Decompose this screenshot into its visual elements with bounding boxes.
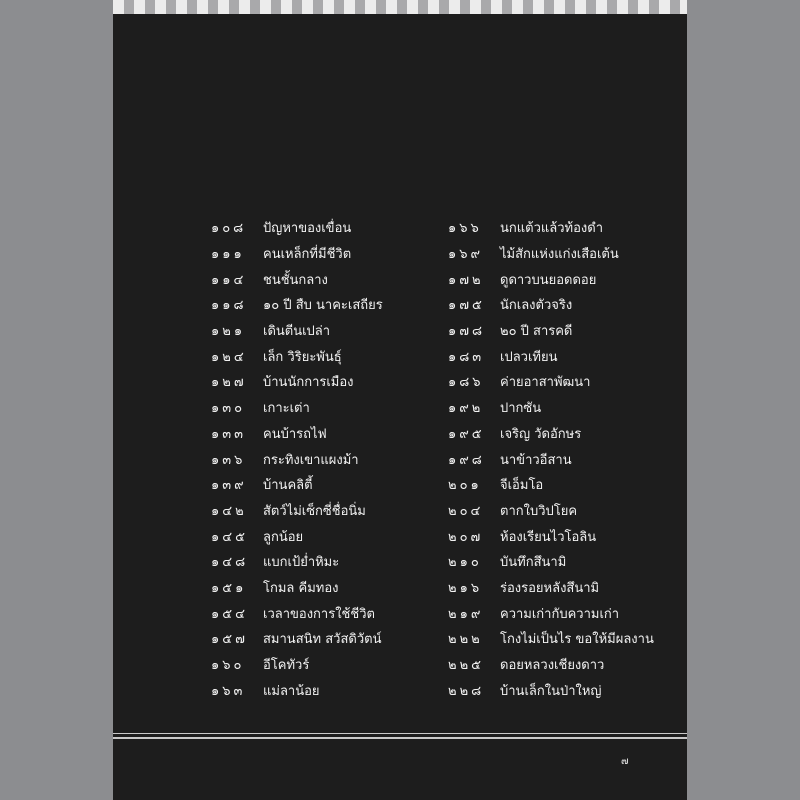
toc-entry <box>448 626 654 652</box>
toc-entry <box>448 421 654 447</box>
toc-entry <box>211 421 383 447</box>
page-number: ๗ <box>621 756 629 767</box>
toc-page-number: ๑๗๒ <box>448 272 484 288</box>
toc-title: เปลวเทียน <box>500 349 558 365</box>
toc-entry <box>448 600 654 626</box>
toc-entry <box>211 343 383 369</box>
toc-page-number: ๑๘๖ <box>448 375 484 391</box>
toc-entry <box>211 677 383 703</box>
toc-title: คนเหล็กที่มีชีวิต <box>263 247 352 263</box>
toc-title: บันทึกสึนามิ <box>500 555 567 571</box>
toc-title: แม่ลาน้อย <box>263 683 320 699</box>
toc-page-number: ๒๒๒ <box>448 632 483 648</box>
toc-title: นักเลงตัวจริง <box>500 298 573 314</box>
toc-page-number: ๒๐๑ <box>448 478 482 494</box>
toc-entry <box>211 318 383 344</box>
toc-page-number: ๑๒๗ <box>211 375 247 391</box>
toc-page-number: ๒๒๘ <box>448 683 485 699</box>
toc-entry <box>211 600 383 626</box>
toc-page-number: ๑๙๒ <box>448 401 484 417</box>
toc-title: ปัญหาของเขื่อน <box>263 221 352 237</box>
toc-page-number: ๒๑๖ <box>448 580 483 596</box>
toc-entry <box>211 626 383 652</box>
toc-entry <box>448 395 654 421</box>
toc-title: เกาะเต่า <box>263 401 310 417</box>
footer-rule-thin <box>113 733 687 734</box>
toc-title: ดอยหลวงเชียงดาว <box>500 658 605 674</box>
toc-title: กระทิงเขาแผงม้า <box>263 452 359 468</box>
toc-entry <box>211 523 383 549</box>
toc-title: บ้านคลิตี้ <box>263 478 313 494</box>
toc-entry <box>448 575 654 601</box>
toc-entry <box>448 241 654 267</box>
toc-entry <box>211 446 383 472</box>
toc-title: สมานสนิท สวัสดิวัตน์ <box>263 632 382 648</box>
toc-title: จีเอ็มโอ <box>500 478 544 494</box>
toc-title: แบกเป้ย่ำหิมะ <box>263 555 340 571</box>
toc-page-number: ๑๕๗ <box>211 632 248 648</box>
toc-entry <box>448 652 654 678</box>
toc-entry <box>211 575 383 601</box>
toc-right-column <box>448 215 654 703</box>
toc-title: เดินตีนเปล่า <box>263 324 331 340</box>
toc-page-number: ๑๑๑ <box>211 247 245 263</box>
toc-entry <box>211 266 383 292</box>
book-page <box>113 0 687 800</box>
toc-page-number: ๑๙๕ <box>448 426 485 442</box>
toc-entry <box>448 549 654 575</box>
toc-title: ตากใบวิปโยค <box>500 503 578 519</box>
toc-entry <box>211 472 383 498</box>
toc-title: โกงไม่เป็นไร ขอให้มีผลงาน <box>500 632 654 648</box>
toc-title: ดูดาวบนยอดดอย <box>500 272 597 288</box>
toc-entry <box>448 677 654 703</box>
toc-page-number: ๑๓๓ <box>211 426 247 442</box>
toc-page-number: ๒๑๙ <box>448 606 484 622</box>
toc-page-number: ๑๓๙ <box>211 478 247 494</box>
toc-title: บ้านเล็กในป่าใหญ่ <box>500 683 602 699</box>
toc-page-number: ๑๕๑ <box>211 580 247 596</box>
toc-entry <box>211 549 383 575</box>
toc-title: นาข้าวอีสาน <box>500 452 572 468</box>
toc-title: เจริญ วัดอักษร <box>500 426 582 442</box>
toc-title: เวลาของการใช้ชีวิต <box>263 606 375 622</box>
toc-page-number: ๑๖๖ <box>448 221 482 237</box>
toc-title: ค่ายอาสาพัฒนา <box>500 375 591 391</box>
toc-entry <box>448 369 654 395</box>
toc-entry <box>448 292 654 318</box>
toc-title: อีโคทัวร์ <box>263 658 310 674</box>
toc-page-number: ๑๔๘ <box>211 555 249 571</box>
toc-entry <box>448 266 654 292</box>
footer-rule-thick <box>113 737 687 739</box>
toc-page-number: ๑๖๙ <box>448 247 484 263</box>
toc-page-number: ๑๖๓ <box>211 683 246 699</box>
toc-title: ปากซัน <box>500 401 542 417</box>
toc-page-number: ๑๐๘ <box>211 221 247 237</box>
toc-page-number: ๑๗๕ <box>448 298 485 314</box>
toc-entry <box>211 652 383 678</box>
toc-title: บ้านนักการเมือง <box>263 375 354 391</box>
toc-page-number: ๑๗๘ <box>448 324 486 340</box>
toc-page-number: ๒๐๗ <box>448 529 484 545</box>
toc-left-column <box>211 215 383 703</box>
toc-title: ๑๐ ปี สืบ นาคะเสถียร <box>263 298 383 314</box>
toc-title: โกมล คีมทอง <box>263 580 339 596</box>
toc-title: เล็ก วิริยะพันธุ์ <box>263 349 342 365</box>
toc-title: สัตว์ไม่เซ็กซี่ชื่อนิ่ม <box>263 503 366 519</box>
toc-entry <box>448 472 654 498</box>
toc-page-number: ๑๒๑ <box>211 324 246 340</box>
toc-entry <box>448 343 654 369</box>
toc-title: ความเก่ากับความเก่า <box>500 606 620 622</box>
toc-title: คนบ้ารถไฟ <box>263 426 327 442</box>
toc-title: นกแต้วแล้วท้องดำ <box>500 221 603 237</box>
toc-page-number: ๑๑๘ <box>211 298 247 314</box>
toc-entry <box>448 523 654 549</box>
toc-title: ชนชั้นกลาง <box>263 272 328 288</box>
toc-title: ลูกน้อย <box>263 529 304 545</box>
toc-page-number: ๒๒๕ <box>448 658 484 674</box>
toc-entry <box>448 498 654 524</box>
toc-entry <box>211 241 383 267</box>
toc-page-number: ๑๘๓ <box>448 349 485 365</box>
toc-page-number: ๒๐๔ <box>448 503 484 519</box>
toc-page-number: ๑๔๕ <box>211 529 248 545</box>
toc-page-number: ๑๙๘ <box>448 452 485 468</box>
toc-entry <box>211 498 383 524</box>
toc-title: ไม้สักแห่งแก่งเสือเต้น <box>500 247 619 263</box>
toc-entry <box>448 446 654 472</box>
toc-title: ห้องเรียนไวโอลิน <box>500 529 597 545</box>
toc-page-number: ๑๓๐ <box>211 401 246 417</box>
toc-title: ๒๐ ปี สารคดี <box>500 324 573 340</box>
toc-entry <box>211 395 383 421</box>
toc-page-number: ๑๑๔ <box>211 272 247 288</box>
toc-page-number: ๑๒๔ <box>211 349 247 365</box>
toc-page-number: ๒๑๐ <box>448 555 482 571</box>
toc-page-number: ๑๕๔ <box>211 606 248 622</box>
top-stripe-decoration <box>113 0 687 14</box>
toc-entry <box>211 292 383 318</box>
toc-entry <box>448 215 654 241</box>
toc-title: ร่องรอยหลังสึนามิ <box>500 580 600 596</box>
toc-page-number: ๑๔๒ <box>211 503 247 519</box>
toc-entry <box>448 318 654 344</box>
toc-page-number: ๑๓๖ <box>211 452 246 468</box>
toc-page-number: ๑๖๐ <box>211 658 245 674</box>
toc-entry <box>211 369 383 395</box>
toc-entry <box>211 215 383 241</box>
